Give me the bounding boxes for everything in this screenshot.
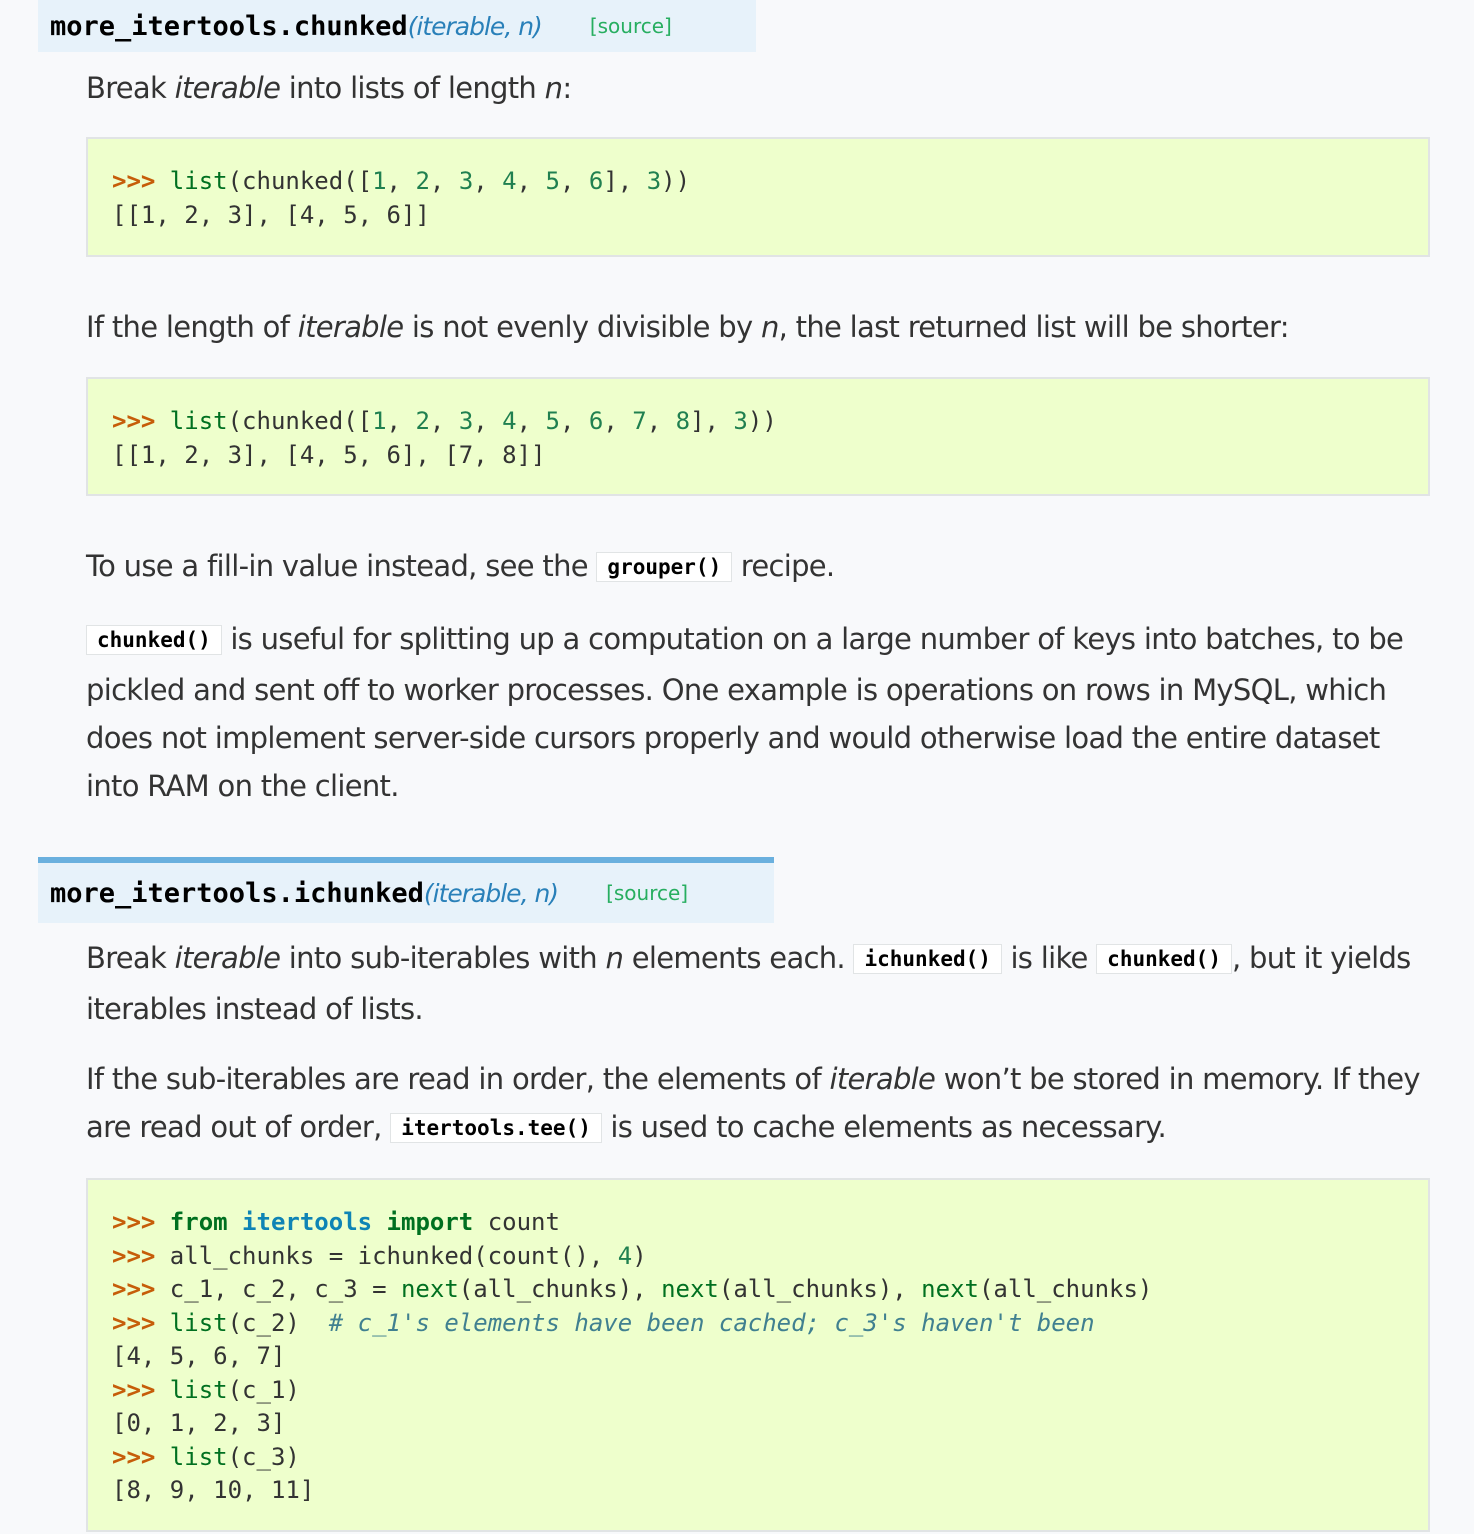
text: Break <box>86 71 175 105</box>
code-output: [0, 1, 2, 3] <box>112 1409 286 1437</box>
text: into sub-iterables with <box>280 941 606 975</box>
grouper-reference[interactable]: grouper() <box>596 552 732 582</box>
signature-module: more_itertools. <box>50 877 294 909</box>
param-emphasis: iterable <box>174 71 281 105</box>
description-paragraph <box>86 934 1431 1033</box>
number-token: 3 <box>646 167 662 195</box>
prompt: >>> <box>112 1442 170 1471</box>
builtin-token: next <box>661 1275 719 1303</box>
ichunked-reference: ichunked() <box>853 944 1001 974</box>
prompt: >>> <box>112 1375 170 1404</box>
description-paragraph <box>86 542 1431 593</box>
number-token: 2 <box>415 407 430 435</box>
number-token: 4 <box>617 1241 633 1270</box>
source-link[interactable]: [source] <box>589 14 672 38</box>
prompt: >>> <box>112 1308 170 1337</box>
text: is like <box>1001 941 1097 975</box>
number-token: 6 <box>588 167 604 195</box>
itertools-tee-link[interactable]: itertools.tee() <box>390 1113 602 1143</box>
text: , but it yields iterables instead of lists. <box>86 941 1411 1026</box>
description-paragraph <box>86 64 1431 112</box>
param-emphasis: iterable <box>174 941 281 975</box>
number-token: 3 <box>733 407 748 435</box>
code-line: >>> list(chunked([1, 2, 3, 4, 5, 6], 3)) <box>112 167 691 195</box>
number-token: 4 <box>502 167 517 195</box>
prompt: >>> <box>112 1241 170 1270</box>
number-token: 6 <box>588 407 604 435</box>
keyword-token: import <box>386 1208 474 1236</box>
text: Break <box>86 941 175 975</box>
number-token: 5 <box>545 407 560 435</box>
prompt: >>> <box>112 167 170 195</box>
code-token: list <box>169 407 228 435</box>
function-signature-ichunked <box>38 857 774 923</box>
param-emphasis: n <box>605 941 624 975</box>
source-link[interactable]: [source] <box>606 881 689 905</box>
builtin-token: next <box>400 1275 459 1303</box>
chunked-reference: chunked() <box>86 625 222 655</box>
code-line <box>112 1240 1428 1274</box>
number-token: 3 <box>458 407 474 435</box>
text: into lists of length <box>280 71 545 105</box>
builtin-token: next <box>921 1275 979 1303</box>
code-token: all_chunks = ichunked(count(), <box>169 1241 618 1270</box>
code-token: ) <box>632 1241 647 1270</box>
prompt: >>> <box>112 1208 170 1236</box>
text: If the sub-iterables are read in order, the elements of <box>86 1062 830 1096</box>
chunked-link[interactable]: chunked() <box>1096 944 1232 974</box>
comment-token: # c_1's elements have been cached; c_3's haven't been <box>328 1308 1095 1337</box>
number-token: 2 <box>415 167 430 195</box>
keyword-token: from <box>169 1208 228 1236</box>
code-token: (c_2) <box>227 1308 329 1337</box>
text: : <box>562 71 572 105</box>
code-token: )) <box>747 407 777 435</box>
signature-function-name: ichunked <box>293 877 424 909</box>
param-emphasis: iterable <box>297 310 404 344</box>
prompt: >>> <box>112 407 170 435</box>
code-line <box>112 1441 1428 1475</box>
code-token: (chunked([ <box>227 407 373 435</box>
builtin-token: list <box>169 1375 228 1404</box>
code-line <box>112 1374 1428 1408</box>
code-token: ], <box>603 167 647 195</box>
code-example-block <box>86 1178 1430 1532</box>
code-token: count <box>473 1208 560 1236</box>
text: , the last returned list will be shorter: <box>778 310 1289 344</box>
code-line <box>112 1307 1428 1341</box>
signature-module: more_itertools. <box>50 10 294 42</box>
code-token: list <box>169 167 228 195</box>
builtin-token: list <box>169 1308 228 1337</box>
text: If the length of <box>86 310 298 344</box>
code-output: [8, 9, 10, 11] <box>112 1476 315 1504</box>
number-token: 1 <box>372 167 387 195</box>
code-token: ], <box>690 407 734 435</box>
prompt: >>> <box>112 1275 170 1303</box>
text: is used to cache elements as necessary. <box>601 1110 1167 1144</box>
code-token: (all_chunks), <box>718 1275 922 1303</box>
code-output: [[1, 2, 3], [4, 5, 6]] <box>112 200 430 229</box>
number-token: 8 <box>675 407 691 435</box>
text: won’t be stored in memory. If they are read out of order, <box>86 1062 1420 1144</box>
signature-params: (iterable, n) <box>407 11 542 41</box>
code-line <box>112 1273 1428 1307</box>
code-line: >>> list(chunked([1, 2, 3, 4, 5, 6, 7, 8], 3)) <box>112 407 777 435</box>
code-token: c_1, c_2, c_3 = <box>169 1275 401 1303</box>
number-token: 4 <box>502 407 517 435</box>
text: elements each. <box>623 941 854 975</box>
number-token: 1 <box>372 407 387 435</box>
code-token: (chunked([ <box>227 167 373 195</box>
param-emphasis: n <box>760 310 779 344</box>
module-token: itertools <box>242 1208 373 1236</box>
number-token: 7 <box>632 407 647 435</box>
code-token: (all_chunks), <box>458 1275 662 1303</box>
builtin-token: list <box>169 1442 228 1471</box>
function-signature-chunked <box>38 0 756 52</box>
code-token: )) <box>661 167 691 195</box>
code-example-block <box>86 377 1430 496</box>
code-token: (all_chunks) <box>978 1275 1153 1303</box>
description-paragraph <box>86 1055 1431 1154</box>
description-paragraph <box>86 615 1431 810</box>
code-example-block <box>86 137 1430 257</box>
text: is not evenly divisible by <box>403 310 761 344</box>
description-paragraph <box>86 303 1431 351</box>
text: is useful for splitting up a computation on a large number of keys into batches, to be pickled and sent off to worker processes. One example is operations on rows in MySQL, which does not implement server-side cursors properly and would otherwise load the entire dataset into RAM on the client. <box>86 622 1404 803</box>
number-token: 3 <box>458 167 474 195</box>
code-token: (c_3) <box>227 1442 300 1471</box>
code-line <box>112 1206 1428 1240</box>
signature-function-name: chunked <box>293 10 408 42</box>
signature-params: (iterable, n) <box>423 878 559 908</box>
code-output: [[1, 2, 3], [4, 5, 6], [7, 8]] <box>112 440 546 469</box>
param-emphasis: iterable <box>829 1062 936 1096</box>
number-token: 5 <box>545 167 560 195</box>
code-output: [4, 5, 6, 7] <box>112 1342 286 1370</box>
text: recipe. <box>732 549 835 583</box>
text: To use a fill-in value instead, see the <box>86 549 597 583</box>
param-emphasis: n <box>544 71 563 105</box>
code-token: (c_1) <box>227 1375 300 1404</box>
